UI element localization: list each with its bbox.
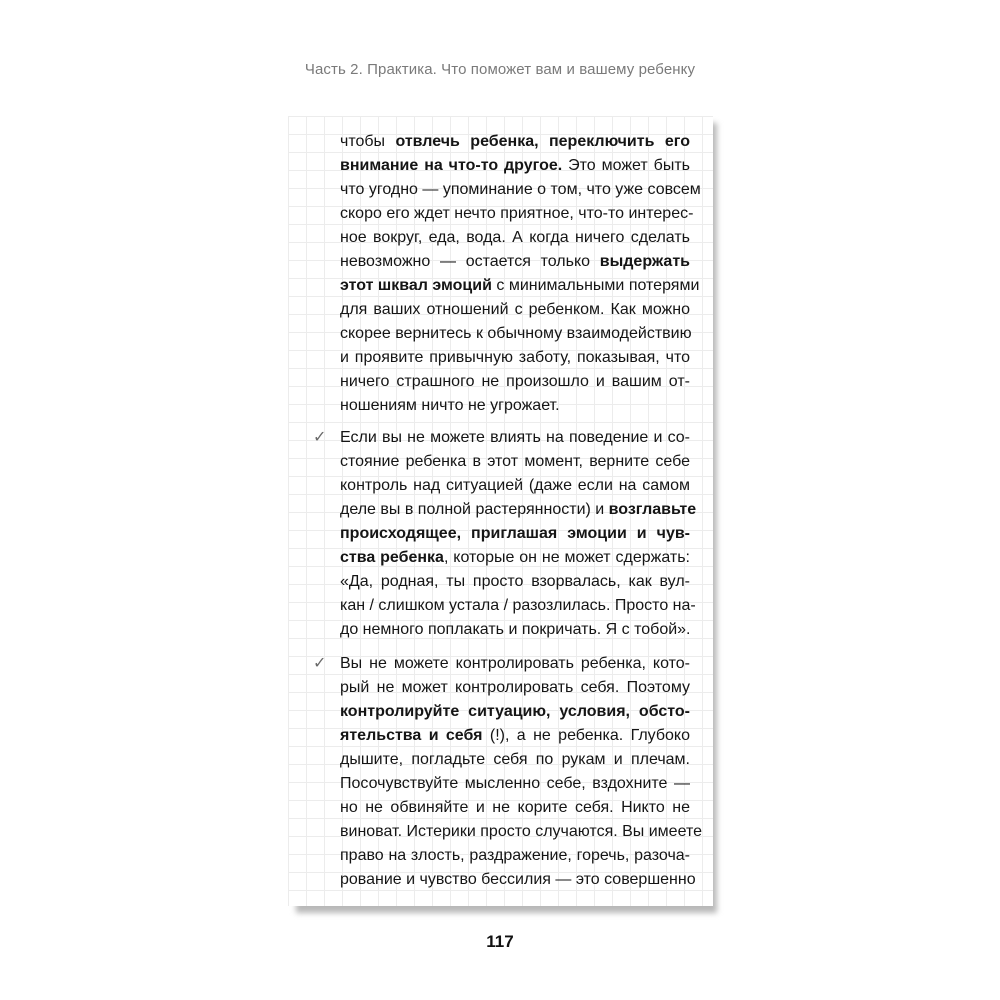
paragraph-continuation (340, 130, 701, 418)
bold-text: контролируйте ситуацию, условия, обсто- (340, 703, 690, 720)
text-line (340, 154, 690, 178)
bold-text: отвлечь ребенка, переключить его (395, 133, 690, 150)
text-run: «Да, родная, ты просто взорвалась, как вул- (340, 573, 690, 590)
text-line (340, 202, 694, 226)
page-number: 117 (486, 932, 514, 951)
text-run: но не обвиняйте и не корите себя. Никто не (340, 799, 690, 816)
text-line (340, 250, 690, 274)
text-run: рование и чувство бессилия — это совершенно (340, 871, 696, 888)
text-line (340, 298, 690, 322)
text-line (340, 370, 690, 394)
bold-text: ства ребенка (340, 549, 444, 566)
text-line (340, 724, 690, 748)
text-run: дышите, погладьте себя по рукам и плечам. (340, 751, 690, 768)
text-line (340, 274, 700, 298)
text-line (340, 844, 690, 868)
text-run: , которые он не может сдержать: (443, 549, 691, 566)
text-line (340, 618, 690, 642)
text-run: что угодно — упоминание о том, что уже совсем (340, 181, 701, 198)
bold-text: происходящее, приглашая эмоции и чув- (340, 525, 690, 542)
text-run: деле вы в полной растерянности) и (340, 501, 609, 518)
text-run: (!), а не ребенка. Глубоко (482, 727, 691, 744)
text-line (340, 426, 690, 450)
text-line (340, 522, 690, 546)
check-icon: ✓ (313, 655, 327, 672)
text-line (340, 346, 690, 370)
text-line (340, 676, 690, 700)
text-run: стояние ребенка в этот момент, верните себе (340, 453, 690, 470)
text-line (340, 570, 690, 594)
check-icon: ✓ (313, 429, 327, 446)
text-run: для ваших отношений с ребенком. Как можно (340, 301, 690, 318)
text-run: кан / слишком устала / разозлилась. Просто на- (340, 597, 696, 614)
text-line (340, 594, 696, 618)
text-line (340, 796, 690, 820)
bold-text: возглавьте (608, 501, 697, 518)
text-run: до немного поплакать и покричать. Я с тобой». (340, 621, 691, 638)
text-run: Если вы не можете влиять на поведение и со- (340, 429, 690, 446)
text-run: с минимальными потерями (491, 277, 700, 294)
text-run: рый не может контролировать себя. Поэтому (340, 679, 690, 696)
bold-text: внимание на что-то другое. (340, 157, 563, 174)
bold-text: ятельства и себя (340, 727, 483, 744)
text-run: Посочувствуйте мысленно себе, вздохните — (340, 775, 690, 792)
text-line (340, 474, 690, 498)
text-line (340, 868, 696, 892)
text-run: ношениям ничто не угрожает. (340, 397, 560, 414)
text-run: право на злость, раздражение, горечь, разоча- (340, 847, 690, 864)
text-line (340, 772, 690, 796)
text-run: скоро его ждет нечто приятное, что-то интерес- (340, 205, 694, 222)
bold-text: этот шквал эмоций (340, 277, 492, 294)
text-line (340, 450, 690, 474)
running-head: Часть 2. Практика. Что поможет вам и вашему ребенку (304, 61, 696, 78)
bold-text: выдержать (599, 253, 690, 270)
text-line (340, 748, 690, 772)
text-line (340, 498, 697, 522)
text-run: Это может быть (562, 157, 690, 174)
text-line (340, 322, 690, 346)
text-line (340, 226, 690, 250)
text-line (340, 394, 690, 418)
text-line (340, 130, 690, 154)
text-run: Вы не можете контролировать ребенка, кото- (340, 655, 690, 672)
text-line (340, 820, 702, 844)
text-run: контроль над ситуацией (даже если на самом (340, 477, 690, 494)
text-line (340, 652, 690, 676)
text-line (340, 700, 690, 724)
text-run: виноват. Истерики просто случаются. Вы имеете (340, 823, 702, 840)
text-run: скорее вернитесь к обычному взаимодействию (340, 325, 692, 342)
text-line (340, 546, 690, 570)
text-run: и проявите привычную заботу, показывая, что (340, 349, 690, 366)
text-line (340, 178, 701, 202)
text-run: ное вокруг, еда, вода. А когда ничего сделать (340, 229, 690, 246)
bullet-paragraph-2 (340, 652, 702, 892)
text-run: чтобы (340, 133, 396, 150)
bullet-paragraph-1 (340, 426, 697, 642)
text-run: невозможно — остается только (340, 253, 600, 270)
text-run: ничего страшного не произошло и вашим от- (340, 373, 690, 390)
